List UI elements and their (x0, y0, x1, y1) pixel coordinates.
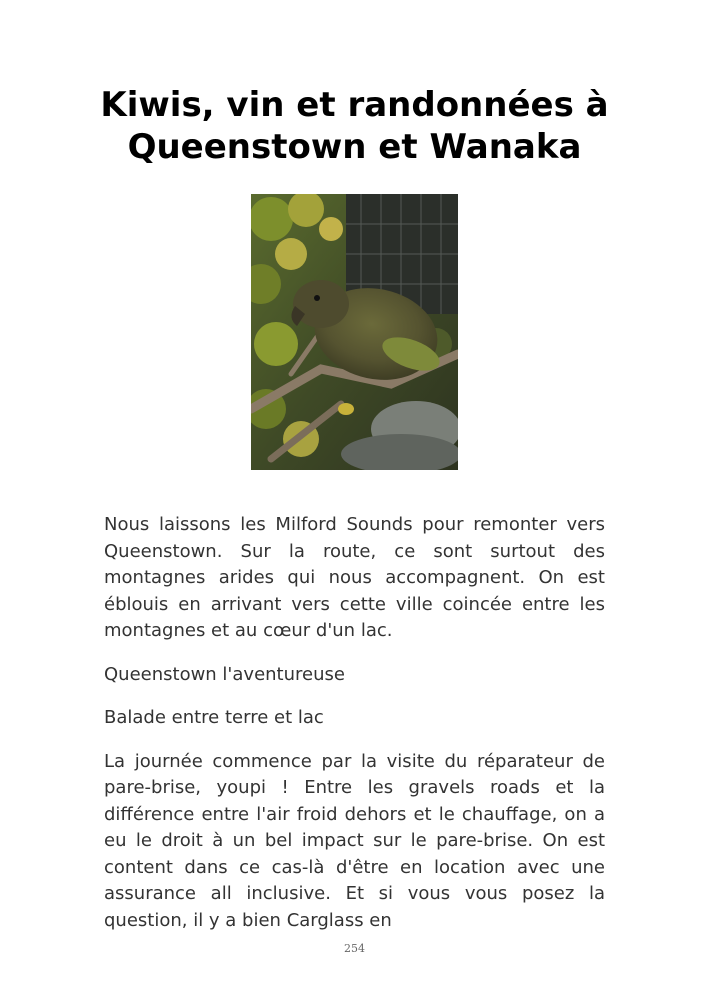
page-number: 254 (344, 942, 365, 955)
kea-parrot-photo (251, 194, 458, 470)
paragraph: La journée commence par la visite du réparateur de pare-brise, youpi ! Entre les gravels roads et la différence entre l'air froid dehors et le chauffage, on a eu le droit à un bel impact sur le pare-brise. On est content dans ce cas-là d'être en location avec une assurance all inclusive. Et si vous vous posez la question, il y a bien Carglass en (104, 750, 605, 931)
section-heading: Queenstown l'aventureuse (104, 663, 345, 685)
chapter-title: Kiwis, vin et randonnées à Queenstown et Wanaka (100, 85, 609, 167)
paragraph: Nous laissons les Milford Sounds pour remonter vers Queenstown. Sur la route, ce sont surtout des montagnes arides qui nous accompagnent. On est éblouis en arrivant vers cette ville coincée entre les montagnes et au cœur d'un lac. (104, 514, 605, 641)
subsection-heading: Balade entre terre et lac (104, 707, 324, 728)
body-text (104, 512, 605, 951)
